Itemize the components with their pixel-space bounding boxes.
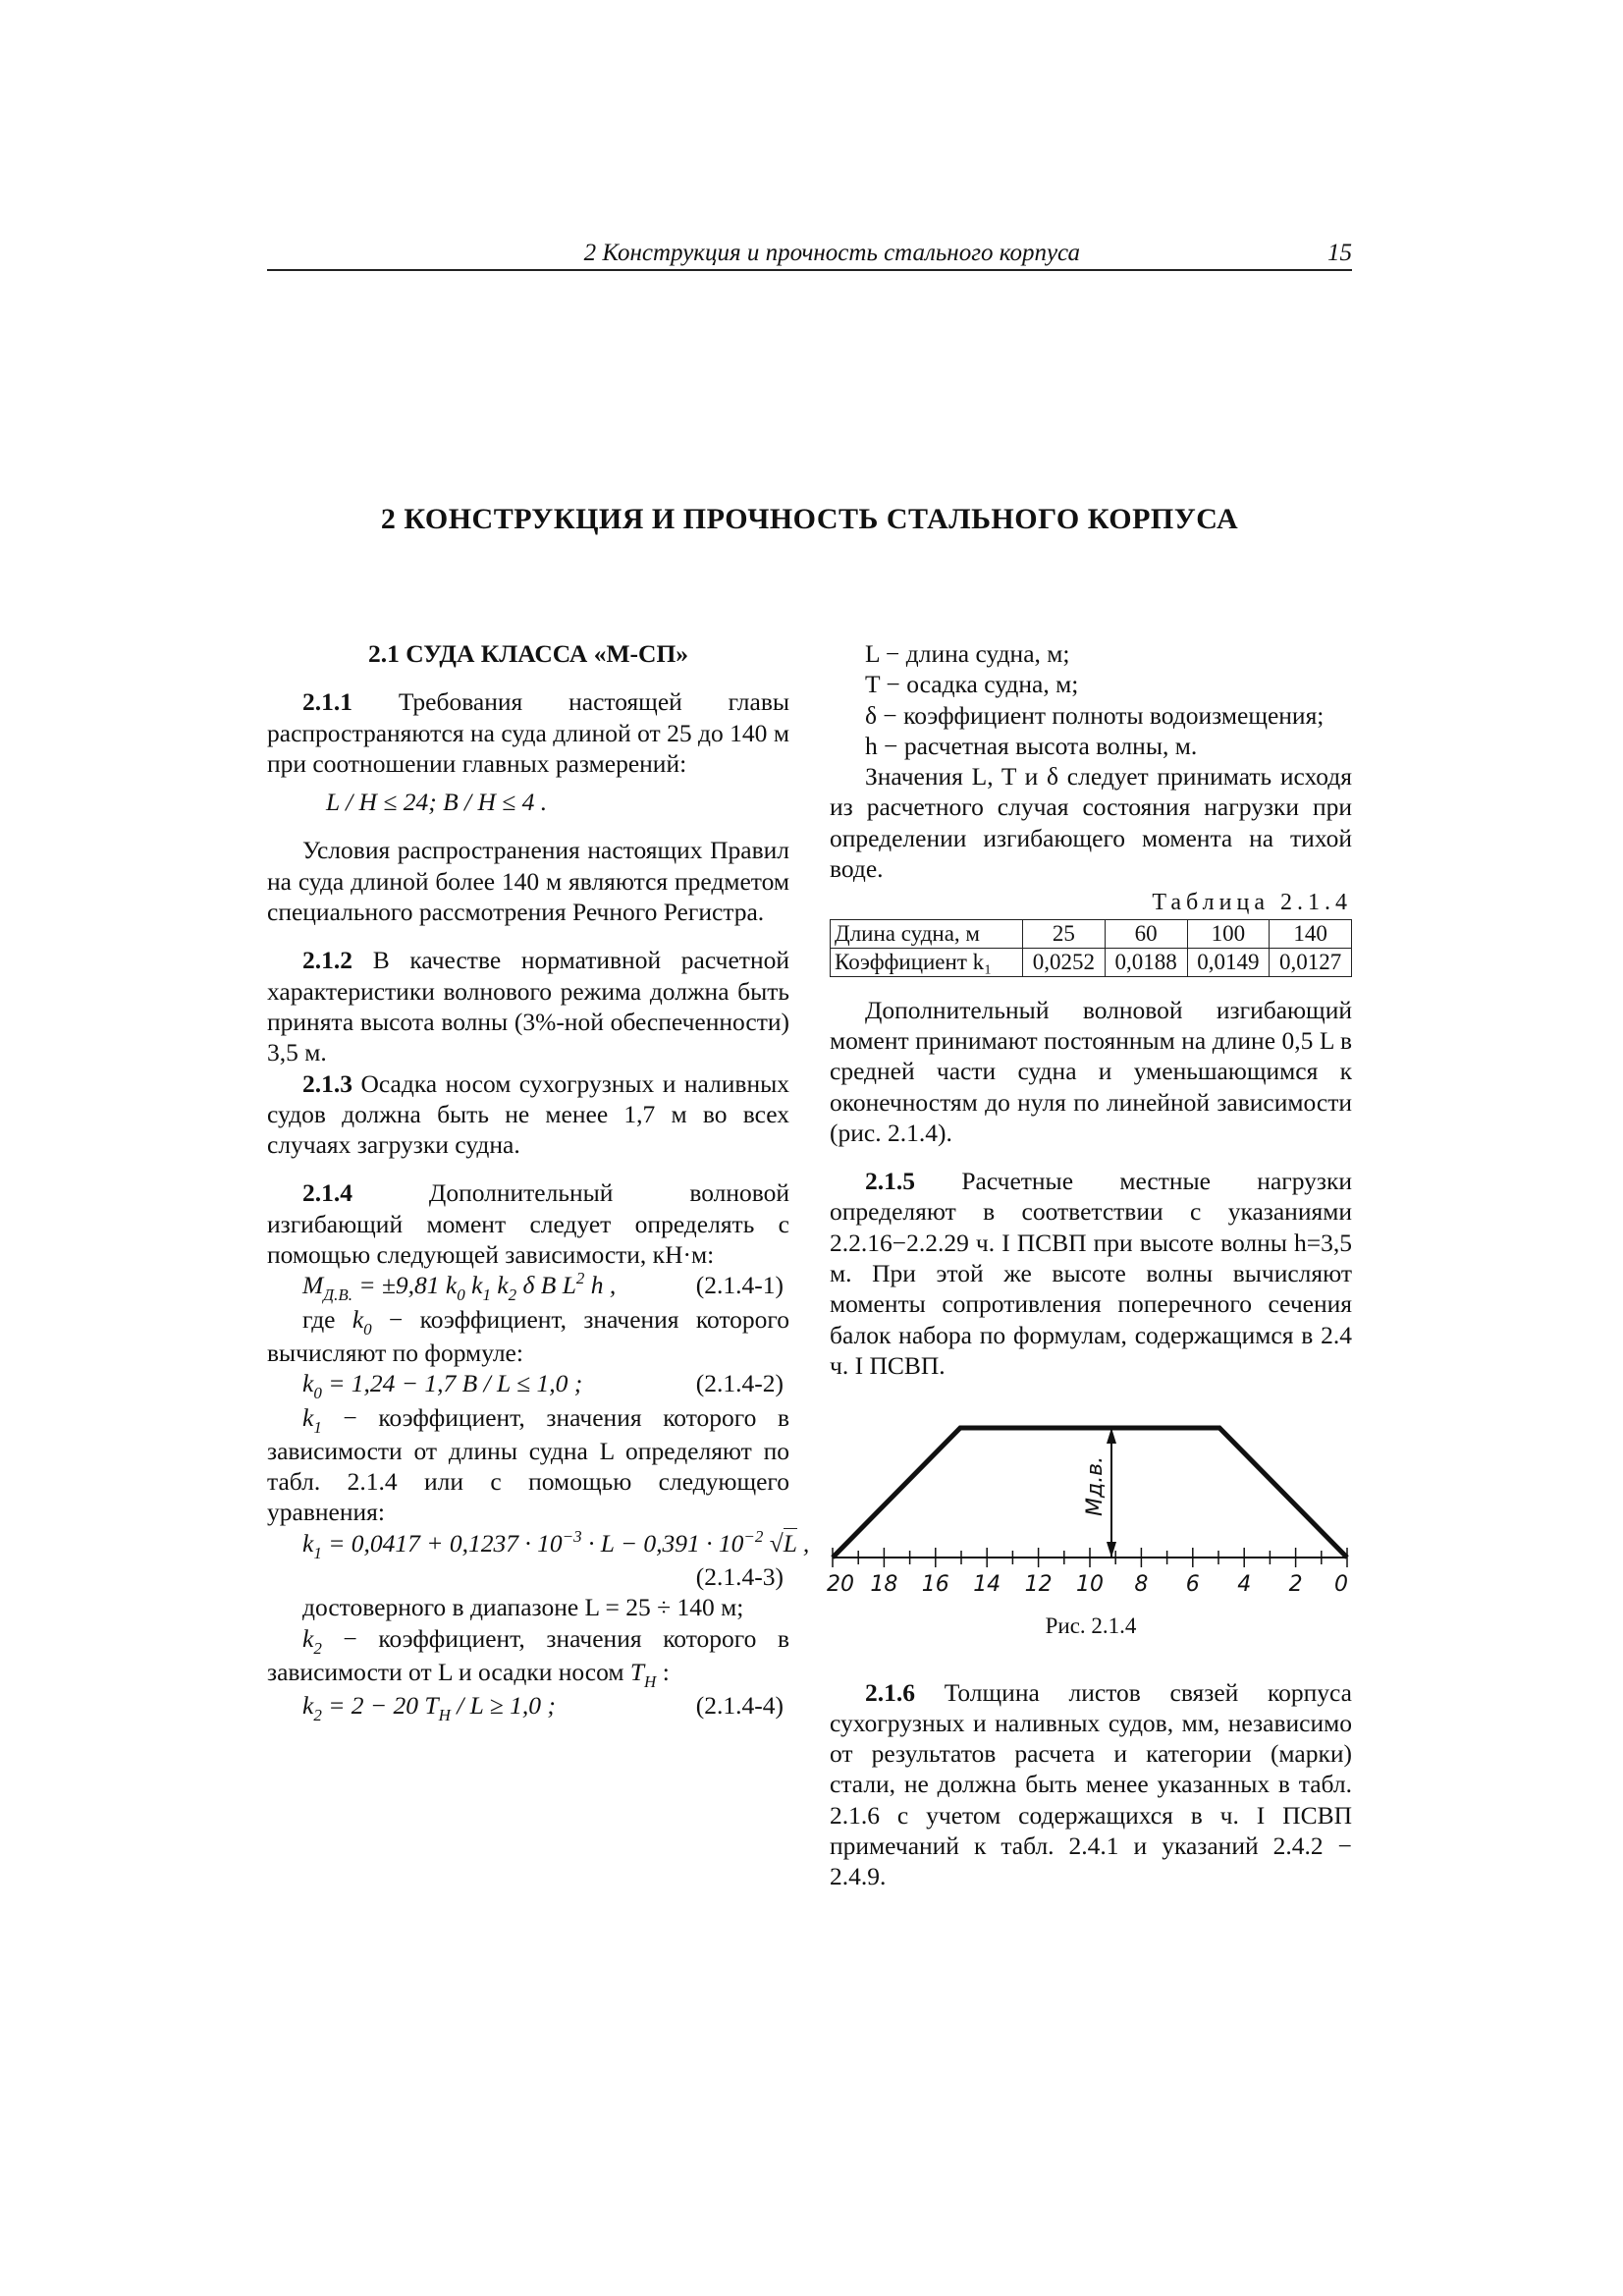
formula-number: (2.1.4-3) <box>695 1562 784 1592</box>
formula-2-1-4-4: $k_2 = 2 - 20$ $T_Н / L \ge 1,0$ ; (2.1.4-4) <box>267 1690 789 1723</box>
paragraph-values: Значения L, T и δ следует принимать исходя из расчетного случая состояния нагрузки при определении изгибающего момента на тихой воде. <box>830 762 1352 884</box>
axis-tick-label: 4 <box>1237 1572 1252 1598</box>
formula-number: (2.1.4-4) <box>695 1691 784 1721</box>
running-title: 2 Конструкция и прочность стального корпуса <box>583 240 1080 266</box>
page-number: 15 <box>1327 240 1352 266</box>
definition-delta: δ − коэффициент полноты водоизмещения; <box>865 700 1325 730</box>
clause-text: Толщина листов связей корпуса сухогрузных и наливных судов, мм, независимо от результатов расчета и категории (марки) стали, не должна быть менее указанных в табл. 2.1.6 с учетом содержащихся в ч. I ПСВП примечаний к табл. 2.4.1 и указаний 2.4.2 − 2.4.9. <box>830 1677 1352 1891</box>
axis-tick-label: 6 <box>1185 1572 1200 1598</box>
k0-description: − коэффициент, значения которого вычисляют по формуле: <box>267 1304 789 1367</box>
axis-tick-label: 8 <box>1134 1572 1149 1598</box>
clause-number: 2.1.6 <box>865 1677 915 1707</box>
paragraph-2-1-3 <box>267 1068 789 1161</box>
chapter-title: 2 КОНСТРУКЦИЯ И ПРОЧНОСТЬ СТАЛЬНОГО КОРПУСА <box>380 503 1239 535</box>
axis-ticks <box>833 1548 1347 1567</box>
valid-range: достоверного в диапазоне L = 25 ÷ 140 м; <box>302 1593 744 1622</box>
k1-description: $k_1$ − коэффициент, значения которого в зависимости от длины судна L определяют по табл. 2.1.4 или с помощью следующего уравнения: <box>267 1402 789 1527</box>
clause-number: 2.1.2 <box>302 946 352 975</box>
ratio-formula: L / H ≤ 24; B / H ≤ 4 . <box>326 788 548 817</box>
paragraph-2-1-4 <box>267 1177 789 1270</box>
axis-tick-label: 20 <box>827 1572 854 1598</box>
definition-T: T − осадка судна, м; <box>865 670 1079 699</box>
clause-text: Дополнительный волновой изгибающий момент следует определять с помощью следующей зависимости, кН·м: <box>267 1178 789 1270</box>
figure-caption: Рис. 2.1.4 <box>1045 1613 1137 1639</box>
clause-number: 2.1.1 <box>302 687 352 717</box>
table-row <box>831 948 1352 976</box>
clause-text: В качестве нормативной расчетной характеристики волнового режима должна быть принята высота волны (3%-ной обеспеченности) 3,5 м. <box>267 946 789 1067</box>
paragraph-2-1-2 <box>267 945 789 1067</box>
section-title: 2.1 СУДА КЛАССА «М-СП» <box>367 639 689 668</box>
table-cell: 0,0188 <box>1105 948 1187 976</box>
table-caption: Таблица 2.1.4 <box>1152 890 1352 916</box>
formula-number: (2.1.4-2) <box>695 1369 784 1398</box>
table-cell: 100 <box>1187 919 1270 948</box>
formula-2-1-4-1: $M_{Д.В.} = \pm 9,81$ $k_0$ $k_1$ $k_2$ δ B $L^2$ h , (2.1.4-1) <box>267 1270 789 1303</box>
definition-L: L − длина судна, м; <box>865 639 1070 668</box>
k1-text: − коэффициент, значения которого в зависимости от длины судна L определяют по табл. 2.1.4 или с помощью следующего уравнения: <box>267 1402 789 1527</box>
table-row-header: Коэффициент k₁ <box>831 948 1023 976</box>
where-prefix: где <box>302 1304 352 1334</box>
axis-tick-label: 10 <box>1076 1572 1104 1598</box>
axis-tick-label: 14 <box>973 1572 1001 1598</box>
table-cell: 140 <box>1270 919 1352 948</box>
paragraph-conditions: Условия распространения настоящих Правил на суда длиной более 140 м являются предметом специального рассмотрения Речного Регистра. <box>267 836 789 927</box>
clause-number: 2.1.5 <box>865 1167 915 1196</box>
axis-tick-label: 16 <box>921 1572 949 1598</box>
coefficient-table <box>830 919 1352 977</box>
axis-tick-label: 12 <box>1024 1572 1053 1598</box>
k2-text: − коэффициент, значения которого в зависимости от L и осадки носом <box>267 1623 789 1686</box>
where-k0: где $k_0$ − коэффициент, значения которого вычисляют по формуле: <box>267 1304 789 1367</box>
clause-number: 2.1.4 <box>302 1178 352 1208</box>
clause-text: Расчетные местные нагрузки определяют в соответствии с указаниями 2.2.16−2.2.29 ч. I ПСВП при высоте волны h=3,5 м. При этой же высоте волны вычисляют моменты сопротивления поперечного сечения балок набора по формулам, содержащимся в 2.4 ч. I ПСВП. <box>830 1167 1352 1380</box>
k2-description: $k_2$ − коэффициент, значения которого в зависимости от L и осадки носом $T_Н$ : <box>267 1623 789 1691</box>
paragraph-additional-moment: Дополнительный волновой изгибающий момент принимают постоянным на длине 0,5 L в средней части судна и уменьшающимся к оконечностям до нуля по линейной зависимости (рис. 2.1.4). <box>830 995 1352 1147</box>
formula-number: (2.1.4-1) <box>695 1271 784 1300</box>
table-cell: 25 <box>1023 919 1106 948</box>
axis-tick-label: 2 <box>1288 1572 1303 1598</box>
formula-2-1-4-2: $k_0 = 1,24 - 1,7$ B / L ≤ 1,0 ; (2.1.4-2) <box>267 1368 789 1401</box>
paragraph-2-1-5 <box>830 1166 1352 1381</box>
running-header <box>267 238 1352 271</box>
axis-tick-label: 18 <box>870 1572 898 1598</box>
moment-diagram <box>827 1400 1352 1607</box>
table-cell: 0,0127 <box>1270 948 1352 976</box>
table-cell: 0,0149 <box>1187 948 1270 976</box>
clause-text: Требования настоящей главы распространяются на суда длиной от 25 до 140 м при соотношении главных размерений: <box>267 687 789 778</box>
table-cell: 60 <box>1105 919 1187 948</box>
axis-tick-label: 0 <box>1334 1572 1348 1598</box>
paragraph-2-1-6 <box>830 1677 1352 1892</box>
paragraph-2-1-1 <box>267 686 789 779</box>
table-row <box>831 919 1352 948</box>
table-cell: 0,0252 <box>1023 948 1106 976</box>
moment-distribution-figure <box>827 1400 1352 1607</box>
moment-label: Mд.в. <box>1083 1456 1108 1517</box>
right-column <box>827 638 1352 1892</box>
clause-number: 2.1.3 <box>302 1068 352 1098</box>
clause-text: Осадка носом сухогрузных и наливных судов должна быть не менее 1,7 м во всех случаях загрузки судна. <box>267 1068 789 1160</box>
axis-tick-labels <box>827 1572 1348 1597</box>
definition-h: h − расчетная высота волны, м. <box>865 731 1198 760</box>
table-row-header: Длина судна, м <box>831 919 1023 948</box>
left-column <box>267 638 810 1725</box>
formula-2-1-4-3: $k_1 = 0,0417 + 0,1237 \cdot 10^{-3} \cdot L - 0,391 \cdot 10^{-2}$ √L , <box>302 1526 810 1562</box>
